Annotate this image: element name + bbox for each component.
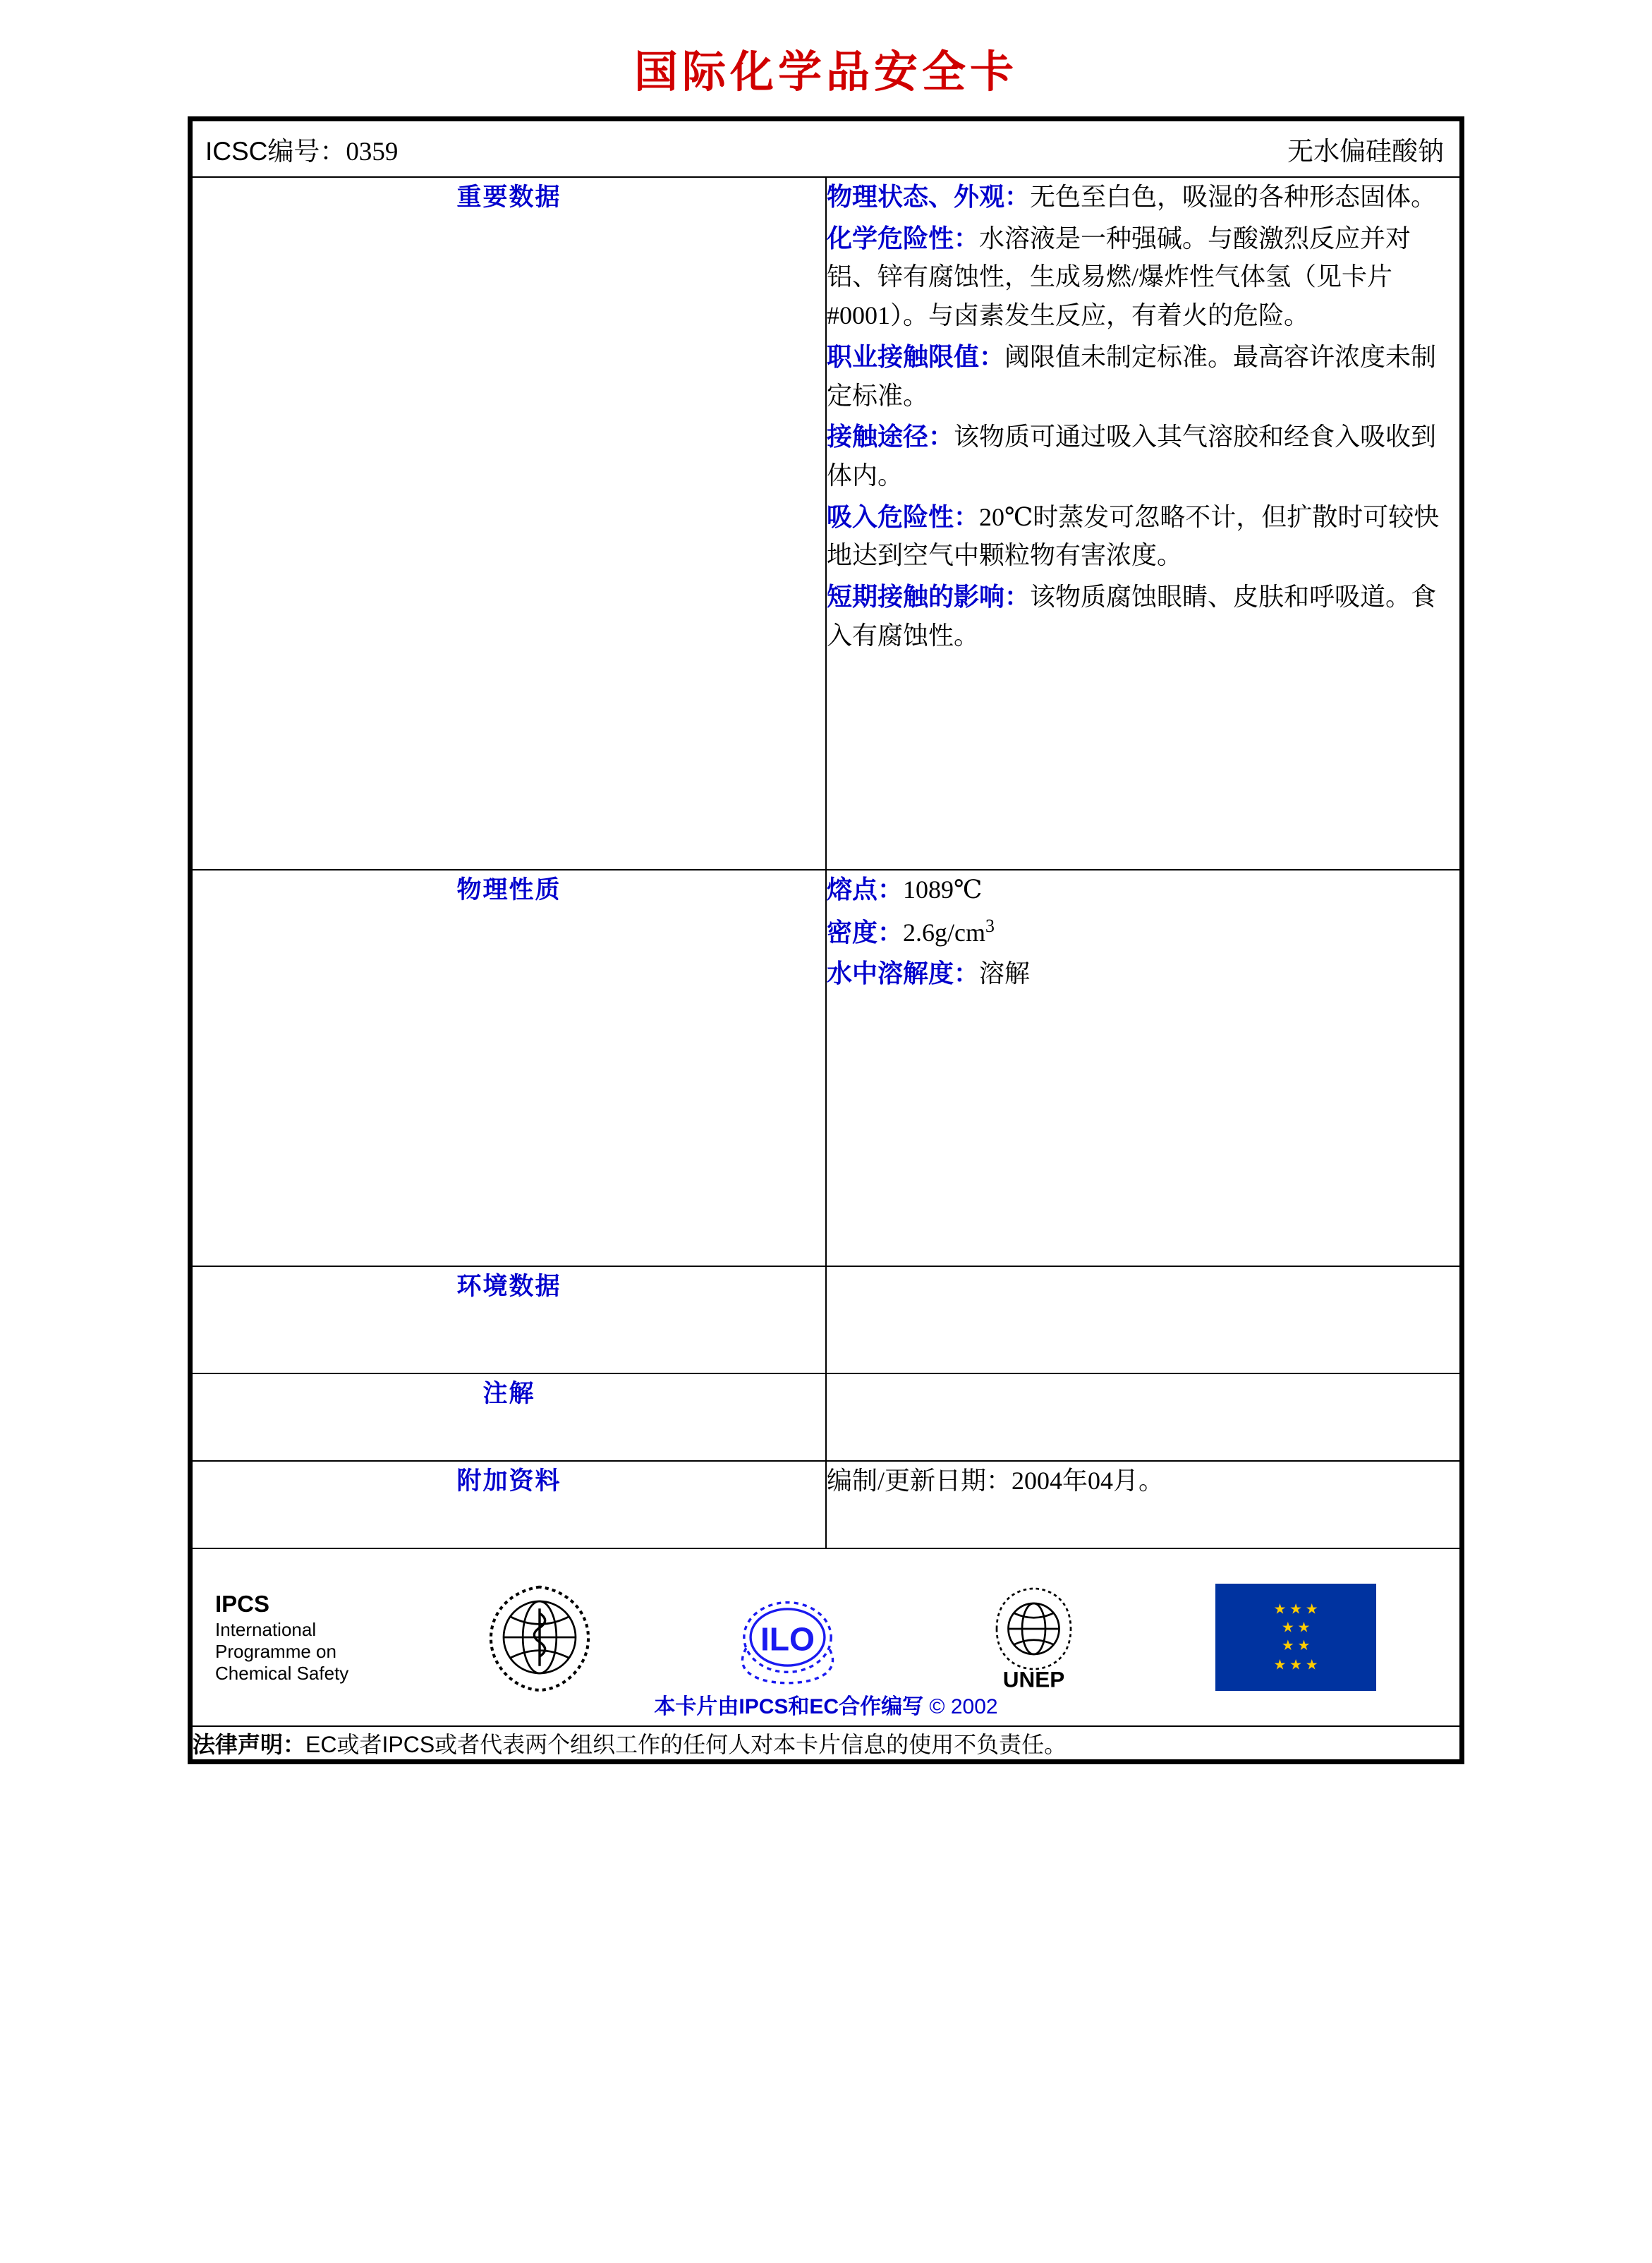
legal-text: EC或者IPCS或者代表两个组织工作的任何人对本卡片信息的使用不负责任。	[305, 1732, 1067, 1757]
ipcs-abbrev: IPCS	[215, 1590, 270, 1617]
ipcs-full-line-3: Chemical Safety	[215, 1662, 349, 1684]
section-label-physical-properties: 物理性质	[192, 870, 826, 1266]
entry-term: 职业接触限值：	[827, 341, 1005, 371]
entry-text: 20℃时蒸发可忽略不计，但扩散时可较快地达到空气中颗粒物有害浓度。	[827, 502, 1440, 570]
entry-routes-of-exposure	[827, 418, 1459, 495]
svg-text:ILO: ILO	[760, 1620, 815, 1658]
cooperation-text: 本卡片由IPCS和EC合作编写	[654, 1695, 924, 1718]
svg-text:★ ★ ★: ★ ★ ★	[1273, 1657, 1318, 1673]
unep-logo	[976, 1584, 1092, 1690]
ipcs-full-line-1: International	[215, 1619, 317, 1641]
legal-row	[192, 1726, 1460, 1760]
page-title: 国际化学品安全卡	[633, 48, 1018, 97]
unep-caption: UNEP	[1002, 1666, 1065, 1690]
icsc-number-value: 0359	[346, 138, 399, 166]
section-content-additional-info	[826, 1461, 1460, 1548]
entry-text: 溶解	[979, 959, 1031, 988]
icsc-number-label: ICSC编号：	[205, 137, 346, 166]
entry-term: 化学危险性：	[827, 223, 980, 253]
section-label-environmental-data: 环境数据	[192, 1266, 826, 1373]
copyright-text: © 2002	[929, 1695, 998, 1718]
entry-exposure-limits	[827, 338, 1459, 415]
entry-text: 水溶液是一种强碱。与酸激烈反应并对铝、锌有腐蚀性，生成易燃/爆炸性气体氢（见卡片#0001）。与卤素发生反应，有着火的危险。	[827, 224, 1411, 330]
section-row-additional-info	[192, 1461, 1460, 1548]
entry-term: 短期接触的影响：	[827, 582, 1031, 612]
section-row-physical-properties	[192, 870, 1460, 1266]
section-label-notes: 注解	[192, 1373, 826, 1461]
entry-term: 吸入危险性：	[827, 502, 980, 531]
section-content-physical-properties	[826, 870, 1460, 1266]
svg-text:★ ★: ★ ★	[1281, 1620, 1311, 1636]
entry-term: 熔点：	[827, 875, 904, 904]
entry-text: 阈限值未制定标准。最高容许浓度未制定标准。	[827, 342, 1437, 410]
card-header-row	[192, 121, 1460, 177]
entry-chemical-danger	[827, 219, 1459, 335]
entry-term: 水中溶解度：	[827, 959, 980, 988]
substance-name: 无水偏硅酸钠	[1287, 138, 1444, 166]
icsc-number-block	[193, 121, 825, 175]
entry-text: 该物质可通过吸入其气溶胶和经食入吸收到体内。	[827, 423, 1437, 490]
footer-row	[192, 1548, 1460, 1726]
section-content-important-data	[826, 177, 1460, 870]
entry-melting-point	[827, 870, 1459, 909]
entry-physical-state	[827, 178, 1459, 217]
entry-short-term-effects	[827, 578, 1459, 655]
svg-text:★ ★: ★ ★	[1281, 1638, 1311, 1654]
section-label-additional-info: 附加资料	[192, 1461, 826, 1548]
entry-term: 密度：	[827, 917, 904, 947]
legal-notice	[192, 1726, 1460, 1760]
svg-text:★ ★ ★: ★ ★ ★	[1273, 1601, 1318, 1618]
ilo-logo	[722, 1581, 853, 1694]
section-row-important-data	[192, 177, 1460, 870]
card-table	[191, 120, 1461, 1761]
ipcs-block	[200, 1591, 418, 1685]
who-logo	[480, 1577, 600, 1697]
entry-density	[827, 912, 1459, 952]
eu-flag	[1215, 1584, 1377, 1691]
entry-water-solubility	[827, 954, 1459, 993]
cooperation-note	[193, 1689, 1459, 1720]
section-row-environmental-data	[192, 1266, 1460, 1373]
entry-revision-date: 编制/更新日期：2004年04月。	[827, 1467, 1165, 1495]
entry-text: 该物质腐蚀眼睛、皮肤和呼吸道。食入有腐蚀性。	[827, 583, 1437, 650]
entry-term: 接触途径：	[827, 422, 954, 451]
entry-text-density: $2.6g/cm^3$	[903, 915, 995, 947]
section-label-important-data: 重要数据	[192, 177, 826, 870]
legal-label: 法律声明：	[193, 1732, 306, 1757]
ipcs-full-line-2: Programme on	[215, 1641, 336, 1663]
entry-inhalation-risk	[827, 498, 1459, 575]
section-content-environmental-data	[826, 1266, 1460, 1373]
section-row-notes	[192, 1373, 1460, 1461]
section-content-notes	[826, 1373, 1460, 1461]
entry-text: 无色至白色，吸湿的各种形态固体。	[1030, 183, 1437, 211]
entry-term: 物理状态、外观：	[827, 182, 1031, 211]
footer-cell	[192, 1548, 1460, 1726]
safety-card	[188, 116, 1464, 1764]
entry-text: 1089℃	[903, 875, 983, 904]
